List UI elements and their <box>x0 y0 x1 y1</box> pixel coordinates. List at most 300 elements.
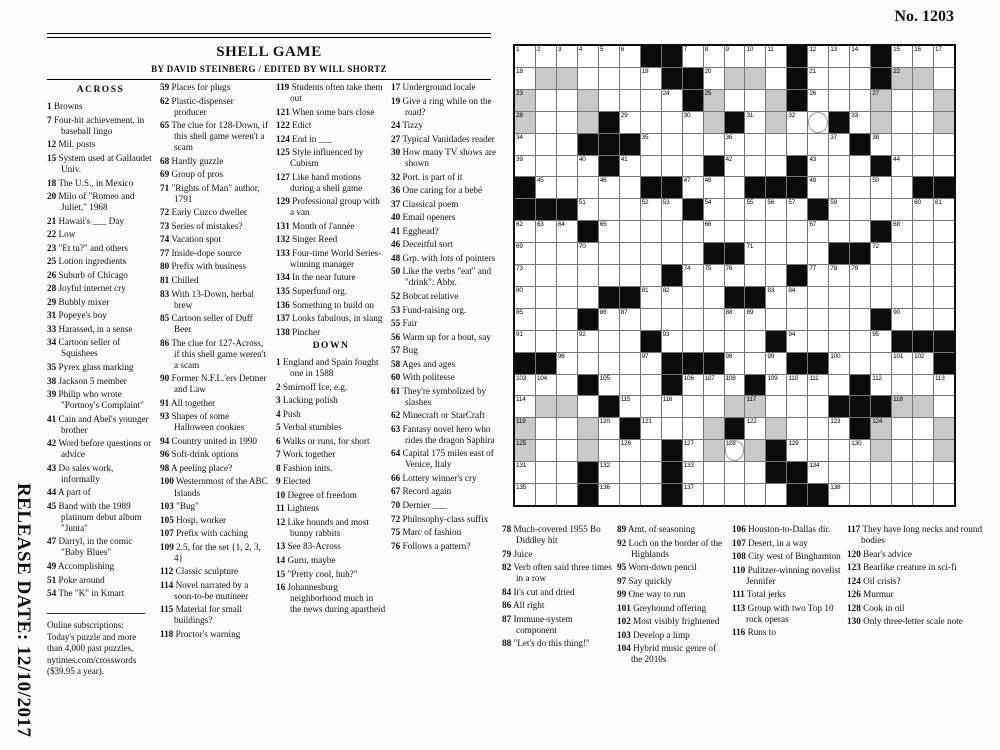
grid-cell <box>641 156 661 177</box>
grid-cell <box>662 309 682 330</box>
grid-cell <box>641 243 661 264</box>
grid-cell <box>578 68 598 89</box>
grid-cell-black <box>515 177 535 198</box>
grid-cell-black <box>913 177 933 198</box>
grid-cell: 57 <box>787 199 807 220</box>
grid-cell <box>934 309 954 330</box>
across-clue-43: 43 Do sales work, informally <box>47 462 114 484</box>
grid-cell <box>557 156 577 177</box>
grid-cell-black <box>871 156 891 177</box>
across-clue-83: 83 With 13-Down, herbal brew <box>160 288 254 310</box>
grid-cell <box>913 68 933 89</box>
down-clue-78: 78 Much-covered 1955 Bo Diddley hit <box>502 524 601 546</box>
grid-cell-black <box>766 177 786 198</box>
grid-cell-black <box>578 309 598 330</box>
grid-cell-black <box>913 331 933 352</box>
grid-cell-black <box>599 287 619 308</box>
grid-cell <box>934 68 954 89</box>
grid-cell <box>850 484 870 505</box>
across-clue-73: 73 Series of mistakes? <box>160 220 243 231</box>
down-clue-76: 76 Follows a pattern? <box>391 540 471 551</box>
grid-cell <box>620 243 640 264</box>
across-clue-127: 127 Like hand motions during a shell game <box>276 171 363 193</box>
grid-cell <box>934 396 954 417</box>
grid-cell: 118 <box>892 396 912 417</box>
grid-cell <box>620 68 640 89</box>
grid-cell <box>641 90 661 111</box>
down-header: DOWN <box>312 340 350 351</box>
down-clue-106: 106 Houston-to-Dallas dir. <box>732 524 831 534</box>
grid-cell <box>536 287 556 308</box>
grid-cell <box>704 112 724 133</box>
grid-cell: 102 <box>913 353 933 374</box>
grid-cell <box>850 462 870 483</box>
grid-cell <box>536 90 556 111</box>
grid-cell: 116 <box>662 396 682 417</box>
down-clue-60: 60 With politesse <box>391 372 455 383</box>
grid-cell: 104 <box>536 375 556 396</box>
grid-cell-black <box>536 199 556 220</box>
across-clue-23: 23 "Et tu?" and others <box>47 242 128 253</box>
grid-cell <box>578 287 598 308</box>
grid-cell <box>829 156 849 177</box>
grid-cell <box>829 440 849 461</box>
down-clue-113: 113 Group with two Top 10 rock operas <box>732 602 834 624</box>
grid-cell-black <box>662 68 682 89</box>
grid-cell <box>557 134 577 155</box>
grid-cell-black <box>787 68 807 89</box>
grid-cell <box>620 177 640 198</box>
down-clue-120: 120 Bear's advice <box>847 548 912 559</box>
down-clue-103: 103 Develop a limp <box>617 629 690 640</box>
grid-cell <box>620 484 640 505</box>
grid-cell <box>892 90 912 111</box>
across-clue-136: 136 Something to build on <box>276 299 375 310</box>
down-clue-37: 37 Classical poem <box>391 198 459 209</box>
grid-cell: 127 <box>683 440 703 461</box>
down-clue-62: 62 Minecraft or StarCraft <box>391 410 485 421</box>
grid-cell-black <box>641 331 661 352</box>
grid-cell <box>766 396 786 417</box>
grid-cell <box>808 287 828 308</box>
grid-cell <box>913 440 933 461</box>
grid-cell <box>934 462 954 483</box>
grid-cell <box>662 221 682 242</box>
grid-cell: 106 <box>683 375 703 396</box>
down-clue-64: 64 Capital 175 miles east of Venice, Italy <box>391 448 494 470</box>
grid-cell: 37 <box>829 134 849 155</box>
grid-cell: 103 <box>515 375 535 396</box>
clue-column-6 <box>617 524 729 668</box>
down-clue-66: 66 Lottery winner's cry <box>391 472 477 483</box>
grid-cell <box>683 309 703 330</box>
down-clue-55: 55 Fair <box>391 318 418 329</box>
across-clue-18: 18 The U.S., in Mexico <box>47 177 134 188</box>
grid-cell: 138 <box>829 484 849 505</box>
grid-cell <box>599 440 619 461</box>
across-clue-35: 35 Pyrex glass marking <box>47 362 134 373</box>
grid-cell <box>704 418 724 439</box>
across-clue-38: 38 Jackson 5 member <box>47 375 127 386</box>
grid-cell <box>934 134 954 155</box>
grid-cell: 17 <box>934 46 954 67</box>
grid-cell: 4 <box>578 46 598 67</box>
grid-cell-black <box>578 375 598 396</box>
grid-cell <box>892 484 912 505</box>
grid-cell <box>850 221 870 242</box>
grid-cell: 64 <box>557 221 577 242</box>
grid-cell: 97 <box>641 353 661 374</box>
grid-cell <box>745 331 765 352</box>
grid-cell <box>725 396 745 417</box>
grid-cell: 77 <box>808 265 828 286</box>
grid-cell <box>808 134 828 155</box>
grid-cell: 50 <box>871 177 891 198</box>
down-clue-3: 3 Lacking polish <box>276 395 338 406</box>
down-clue-128: 128 Cook in oil <box>847 602 905 613</box>
grid-cell-black <box>766 462 786 483</box>
grid-cell-black <box>850 396 870 417</box>
grid-cell <box>892 462 912 483</box>
grid-cell <box>662 156 682 177</box>
grid-cell-black <box>599 396 619 417</box>
grid-cell-black <box>787 265 807 286</box>
grid-cell <box>913 221 933 242</box>
grid-cell <box>599 199 619 220</box>
grid-cell-black <box>725 112 745 133</box>
grid-cell: 110 <box>787 375 807 396</box>
grid-cell: 99 <box>766 353 786 374</box>
across-clue-85: 85 Cartoon seller of Duff Beer <box>160 313 253 335</box>
grid-cell-black <box>934 353 954 374</box>
grid-cell <box>829 462 849 483</box>
grid-cell-black <box>599 156 619 177</box>
grid-cell: 131 <box>515 462 535 483</box>
across-clue-77: 77 Inside-dope source <box>160 247 242 258</box>
grid-cell <box>557 90 577 111</box>
across-clue-118: 118 Proctor's warning <box>160 628 241 639</box>
grid-cell <box>725 68 745 89</box>
puzzle-number: No. 1203 <box>894 8 954 25</box>
grid-cell <box>934 440 954 461</box>
grid-cell <box>536 484 556 505</box>
grid-cell <box>745 221 765 242</box>
grid-cell <box>871 462 891 483</box>
grid-cell <box>913 309 933 330</box>
grid-cell <box>557 309 577 330</box>
grid-cell-black <box>599 134 619 155</box>
across-clue-134: 134 In the near future <box>276 272 356 283</box>
across-clue-21: 21 Hawaii's ___ Day <box>47 215 124 226</box>
grid-cell: 11 <box>766 46 786 67</box>
down-clue-41: 41 Egghead? <box>391 225 439 236</box>
grid-cell <box>766 309 786 330</box>
grid-cell <box>578 418 598 439</box>
grid-cell-black <box>683 353 703 374</box>
grid-cell: 25 <box>704 90 724 111</box>
grid-cell: 61 <box>934 199 954 220</box>
grid-cell <box>766 90 786 111</box>
across-clue-94: 94 Country united in 1990 <box>160 435 257 446</box>
grid-cell <box>808 440 828 461</box>
grid-cell: 91 <box>515 331 535 352</box>
across-clue-135: 135 Superfund org. <box>276 286 348 296</box>
grid-cell-black <box>787 353 807 374</box>
grid-cell <box>850 331 870 352</box>
grid-cell <box>850 199 870 220</box>
grid-cell <box>725 199 745 220</box>
grid-cell <box>934 90 954 111</box>
grid-cell <box>704 309 724 330</box>
grid-cell <box>536 440 556 461</box>
grid-cell: 72 <box>871 243 891 264</box>
down-clue-32: 32 Port. is part of it <box>391 171 463 182</box>
grid-cell <box>557 484 577 505</box>
grid-cell: 125 <box>515 440 535 461</box>
grid-cell: 47 <box>683 177 703 198</box>
grid-cell <box>683 156 703 177</box>
grid-cell <box>578 353 598 374</box>
grid-cell <box>871 112 891 133</box>
grid-cell: 56 <box>766 199 786 220</box>
grid-cell-black <box>725 287 745 308</box>
across-clue-137: 137 Looks fabulous, in slang <box>276 313 383 324</box>
grid-cell <box>913 134 933 155</box>
grid-cell-black <box>704 156 724 177</box>
grid-cell <box>787 134 807 155</box>
down-clue-10: 10 Degree of freedom <box>276 489 357 500</box>
grid-cell: 76 <box>725 265 745 286</box>
grid-cell <box>557 177 577 198</box>
grid-cell <box>829 309 849 330</box>
grid-cell <box>934 287 954 308</box>
grid-cell: 89 <box>745 309 765 330</box>
grid-cell <box>808 112 828 133</box>
grid-cell-black <box>662 375 682 396</box>
grid-cell: 81 <box>641 287 661 308</box>
grid-cell <box>704 396 724 417</box>
grid-cell-black <box>662 353 682 374</box>
grid-cell <box>578 177 598 198</box>
across-clue-25: 25 Lotion ingredients <box>47 256 127 267</box>
grid-cell: 33 <box>850 112 870 133</box>
grid-cell <box>578 440 598 461</box>
grid-cell <box>620 221 640 242</box>
grid-cell-black <box>641 177 661 198</box>
across-clue-74: 74 Vacation spot <box>160 234 222 245</box>
grid-cell <box>808 396 828 417</box>
grid-cell: 129 <box>787 440 807 461</box>
across-clue-22: 22 Low <box>47 229 76 240</box>
across-clue-7: 7 Four-hit achievement, in baseball lingo <box>47 114 145 136</box>
grid-cell: 16 <box>913 46 933 67</box>
grid-cell-black <box>850 134 870 155</box>
grid-cell-black <box>808 199 828 220</box>
grid-cell <box>683 221 703 242</box>
down-clue-16: 16 Johannesburg neighborhood much in the news during apartheid <box>276 582 386 615</box>
grid-cell: 86 <box>599 309 619 330</box>
grid-cell <box>536 309 556 330</box>
grid-cell <box>766 418 786 439</box>
grid-cell: 21 <box>808 68 828 89</box>
grid-cell: 128 <box>725 440 745 461</box>
across-clue-51: 51 Poke around <box>47 574 105 585</box>
across-clue-93: 93 Shapes of some Halloween cookies <box>160 411 245 433</box>
grid-cell: 137 <box>683 484 703 505</box>
grid-cell-black <box>787 462 807 483</box>
down-clue-57: 57 Bug <box>391 345 418 356</box>
grid-cell <box>829 287 849 308</box>
across-clue-34: 34 Cartoon seller of Squishees <box>47 337 121 359</box>
across-clue-33: 33 Harassed, in a sense <box>47 323 133 334</box>
down-clue-2: 2 Smirnoff Ice, e.g. <box>276 381 348 392</box>
grid-cell <box>934 265 954 286</box>
down-clue-14: 14 Guru, maybe <box>276 554 336 565</box>
grid-cell <box>850 90 870 111</box>
across-clue-62: 62 Plastic-dispenser producer <box>160 95 234 117</box>
down-clue-104: 104 Hybrid music genre of the 2010s <box>617 643 716 665</box>
grid-cell-black <box>829 243 849 264</box>
grid-cell-black <box>641 46 661 67</box>
grid-cell <box>850 68 870 89</box>
across-clue-45: 45 Band with the 1989 platinum debut album "Junta" <box>47 500 142 533</box>
grid-cell: 96 <box>557 353 577 374</box>
grid-cell: 1 <box>515 46 535 67</box>
grid-cell: 73 <box>515 265 535 286</box>
grid-cell <box>599 353 619 374</box>
grid-cell <box>934 418 954 439</box>
grid-cell <box>871 287 891 308</box>
grid-cell: 10 <box>745 46 765 67</box>
down-clue-111: 111 Total jerks <box>732 589 786 600</box>
grid-cell: 134 <box>808 462 828 483</box>
grid-cell: 108 <box>725 375 745 396</box>
clue-column-4 <box>391 82 504 554</box>
grid-cell: 113 <box>934 375 954 396</box>
grid-cell <box>557 112 577 133</box>
header-rule-bottom <box>47 79 491 80</box>
grid-cell-black <box>683 68 703 89</box>
grid-cell-black <box>871 309 891 330</box>
grid-cell <box>725 484 745 505</box>
across-header: ACROSS <box>76 85 125 95</box>
down-clue-56: 56 Warm up for a bout, say <box>391 331 491 342</box>
down-clue-17: 17 Underground locale <box>391 82 476 92</box>
grid-cell <box>892 287 912 308</box>
grid-cell-black <box>745 177 765 198</box>
grid-cell: 60 <box>913 199 933 220</box>
grid-cell <box>892 265 912 286</box>
across-clue-12: 12 Mil. posts <box>47 139 96 150</box>
down-clue-52: 52 Bobcat relative <box>391 291 459 301</box>
grid-cell <box>620 265 640 286</box>
grid-cell <box>620 353 640 374</box>
across-clue-132: 132 Singer Reed <box>276 234 338 245</box>
down-clue-53: 53 Fund-raising org. <box>391 304 467 315</box>
across-clue-59: 59 Places for plugs <box>160 82 231 92</box>
grid-cell: 13 <box>829 46 849 67</box>
down-clue-40: 40 Email openers <box>391 212 456 223</box>
grid-cell: 114 <box>515 396 535 417</box>
down-clue-82: 82 Verb often said three times in a row <box>502 562 612 584</box>
grid-cell-black <box>662 265 682 286</box>
across-clue-39: 39 Philip who wrote "Portnoy's Complaint" <box>47 389 144 411</box>
clue-column-7 <box>732 524 844 641</box>
grid-cell: 6 <box>620 46 640 67</box>
grid-cell <box>683 396 703 417</box>
grid-cell <box>871 484 891 505</box>
grid-cell-black <box>871 68 891 89</box>
grid-cell-black <box>934 331 954 352</box>
grid-cell: 38 <box>871 134 891 155</box>
grid-cell <box>704 484 724 505</box>
grid-cell-black <box>515 353 535 374</box>
grid-cell <box>850 309 870 330</box>
grid-cell <box>934 156 954 177</box>
grid-cell-black <box>829 396 849 417</box>
grid-cell <box>829 375 849 396</box>
grid-cell <box>913 287 933 308</box>
grid-cell: 93 <box>662 331 682 352</box>
grid-cell <box>913 418 933 439</box>
across-clue-26: 26 Suburb of Chicago <box>47 269 128 280</box>
grid-cell <box>725 462 745 483</box>
grid-cell <box>536 243 556 264</box>
across-clue-31: 31 Popeye's boy <box>47 310 107 321</box>
grid-cell <box>599 243 619 264</box>
down-clue-36: 36 One caring for a bebé <box>391 185 483 196</box>
grid-cell <box>892 199 912 220</box>
down-clue-27: 27 Typical Vanidades reader <box>391 133 495 144</box>
grid-cell: 117 <box>745 396 765 417</box>
grid-cell <box>787 221 807 242</box>
across-clue-131: 131 Month of l'année <box>276 220 355 231</box>
grid-cell <box>704 440 724 461</box>
grid-cell <box>850 177 870 198</box>
across-clue-42: 42 Word before questions or advice <box>47 438 152 460</box>
grid-cell <box>557 440 577 461</box>
grid-cell: 71 <box>745 243 765 264</box>
grid-cell: 65 <box>599 221 619 242</box>
grid-cell <box>829 177 849 198</box>
grid-cell-black <box>515 199 535 220</box>
grid-cell: 22 <box>892 68 912 89</box>
down-clue-46: 46 Deceitful sort <box>391 239 453 250</box>
grid-cell <box>934 221 954 242</box>
grid-cell-black <box>536 353 556 374</box>
grid-cell-black <box>704 243 724 264</box>
grid-cell <box>766 484 786 505</box>
grid-cell: 15 <box>892 46 912 67</box>
across-clue-125: 125 Style influenced by Cubism <box>276 147 364 169</box>
down-clue-15: 15 "Pretty cool, huh?" <box>276 568 358 579</box>
down-clue-75: 75 Marc of fashion <box>391 527 462 538</box>
grid-cell: 2 <box>536 46 556 67</box>
grid-cell: 119 <box>515 418 535 439</box>
grid-cell <box>934 243 954 264</box>
clue-column-2 <box>160 82 268 642</box>
across-clue-91: 91 All together <box>160 397 216 408</box>
grid-cell-black <box>725 418 745 439</box>
grid-cell <box>557 375 577 396</box>
across-clue-124: 124 End in ___ <box>276 133 333 144</box>
grid-cell <box>766 265 786 286</box>
grid-cell-black <box>662 440 682 461</box>
grid-cell: 100 <box>829 353 849 374</box>
grid-cell-black <box>808 353 828 374</box>
down-clue-126: 126 Murmur <box>847 589 894 600</box>
grid-cell: 20 <box>704 68 724 89</box>
